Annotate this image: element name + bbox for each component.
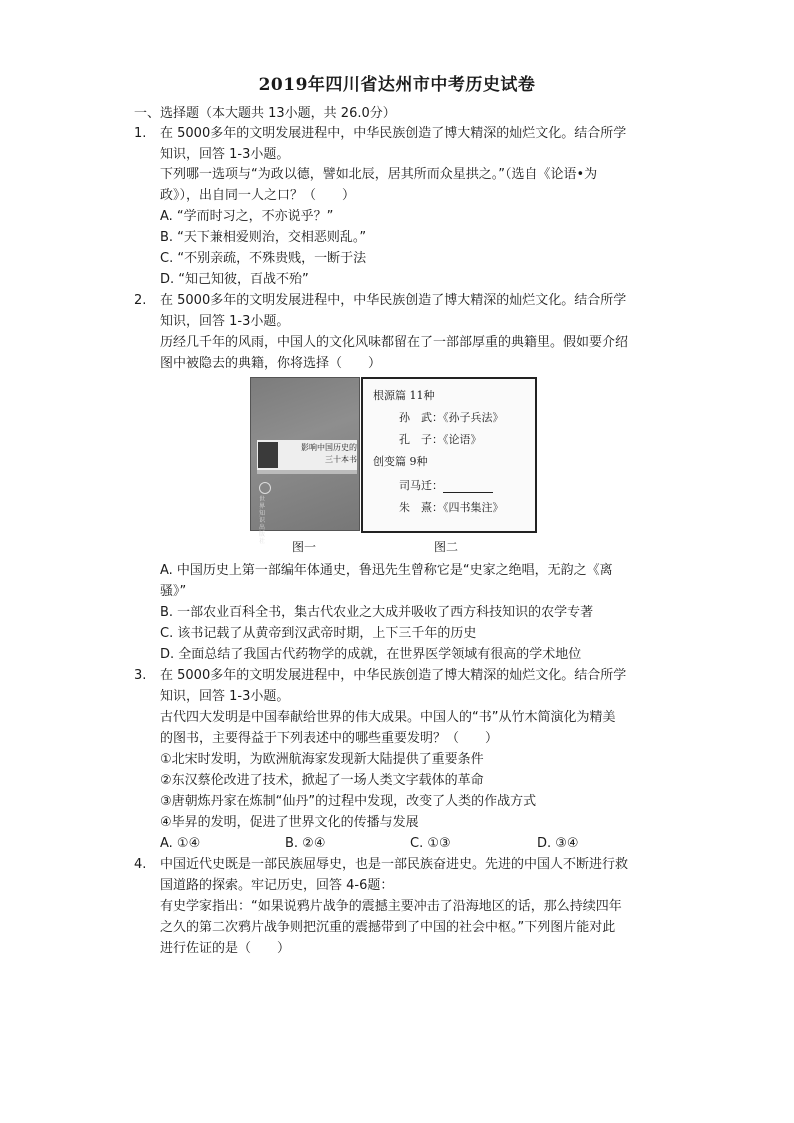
question-text-line: 古代四大发明是中国奉献给世界的伟大成果。中国人的“书”从竹木简演化为精美	[160, 710, 616, 725]
question-text-line: 在 5000多年的文明发展进程中，中华民族创造了博大精深的灿烂文化。结合所学	[160, 126, 627, 141]
question-text-line: 历经几千年的风雨，中国人的文化风味都留在了一部部厚重的典籍里。假如要介绍	[160, 335, 629, 350]
question-number: 3.	[134, 668, 147, 683]
page-title: 2019年四川省达州市中考历史试卷	[258, 75, 536, 95]
question-text-line: 有史学家指出：“如果说鸦片战争的震撼主要冲击了沿海地区的话，那么持续四年	[160, 899, 622, 914]
question-text-line: ③唐朝炼丹家在炼制“仙丹”的过程中发现，改变了人类的作战方式	[160, 794, 537, 809]
book-list-line: 孙 武：《孙子兵法》	[399, 411, 504, 424]
answer-option: C. 该书记载了从黄帝到汉武帝时期，上下三千年的历史	[160, 626, 477, 641]
cover-strip	[257, 470, 357, 474]
answer-option: D. “知己知彼，百战不殆”	[160, 272, 309, 287]
question-text-line: 中国近代史既是一部民族屈辱史，也是一部民族奋进史。先进的中国人不断进行救	[160, 857, 629, 872]
book-list-line: 朱 熹：《四书集注》	[399, 501, 504, 514]
question-text-line: 知识，回答 1-3小题。	[160, 689, 290, 704]
cover-title-line: 三十本书	[325, 455, 357, 464]
cover-thumbnail	[258, 442, 278, 468]
figure-caption: 图一	[292, 540, 317, 554]
answer-option: D. 全面总结了我国古代药物学的成就，在世界医学领域有很高的学术地位	[160, 647, 582, 662]
answer-option: A. ①④	[160, 836, 201, 851]
question-text-line: 知识，回答 1-3小题。	[160, 314, 290, 329]
question-text-line: 下列哪一选项与“为政以德，譬如北辰，居其所而众星拱之。”（选自《论语•为	[160, 167, 598, 182]
question-number: 2.	[134, 293, 147, 308]
question-number: 1.	[134, 126, 147, 141]
answer-option: D. ③④	[537, 836, 579, 851]
question-number: 4.	[134, 857, 147, 872]
section-heading: 一、选择题（本大题共 13小题，共 26.0分）	[134, 106, 396, 121]
question-text-line: 进行佐证的是（ ）	[160, 941, 291, 956]
answer-option: B. ②④	[285, 836, 326, 851]
question-text-line: 在 5000多年的文明发展进程中，中华民族创造了博大精深的灿烂文化。结合所学	[160, 293, 627, 308]
question-text-line: ④毕昇的发明，促进了世界文化的传播与发展	[160, 815, 419, 830]
answer-option: C. “不别亲疏，不殊贵贱，一断于法	[160, 251, 367, 266]
book-list-line: 孔 子：《论语》	[399, 433, 482, 446]
book-list-line: 创变篇 9种	[373, 455, 428, 468]
blank-line	[443, 481, 493, 493]
question-text-line: ②东汉蔡伦改进了技术，掀起了一场人类文字载体的革命	[160, 773, 484, 788]
question-text-line: 知识，回答 1-3小题。	[160, 147, 290, 162]
question-text-line: ①北宋时发明，为欧洲航海家发现新大陆提供了重要条件	[160, 752, 484, 767]
question-text-line: 国道路的探索。牢记历史，回答 4-6题：	[160, 878, 394, 893]
book-list-author: 司马迁：	[399, 479, 443, 492]
question-text-line: 图中被隐去的典籍，你将选择（ ）	[160, 356, 382, 371]
answer-option: 骚》”	[160, 584, 187, 599]
answer-option: A. 中国历史上第一部编年体通史，鲁迅先生曾称它是“史家之绝唱，无韵之《离	[160, 563, 613, 578]
book-list-line	[399, 479, 493, 493]
answer-option: B. 一部农业百科全书，集古代农业之大成并吸收了西方科技知识的农学专著	[160, 605, 594, 620]
book-list-line: 根源篇 11种	[373, 389, 435, 402]
book-list-figure	[361, 377, 537, 533]
cover-title-line: 影响中国历史的	[301, 443, 357, 452]
question-text-line: 在 5000多年的文明发展进程中，中华民族创造了博大精深的灿烂文化。结合所学	[160, 668, 627, 683]
answer-option: C. ①③	[410, 836, 451, 851]
question-text-line: 之久的第二次鸦片战争则把沉重的震撼带到了中国的社会中枢。”下列图片能对此	[160, 920, 616, 935]
cover-book-title	[281, 442, 357, 466]
answer-option: A. “学而时习之，不亦说乎？”	[160, 209, 334, 224]
book-cover-figure	[250, 377, 360, 545]
figure-caption: 图二	[434, 540, 459, 554]
cover-publisher: 世界知识出版社	[259, 496, 266, 545]
question-text-line: 政》），出自同一人之口？（ ）	[160, 188, 356, 203]
question-text-line: 的图书，主要得益于下列表述中的哪些重要发明？（ ）	[160, 731, 499, 746]
publisher-logo-icon	[259, 482, 271, 494]
answer-option: B. “天下兼相爱则治，交相恶则乱。”	[160, 230, 367, 245]
